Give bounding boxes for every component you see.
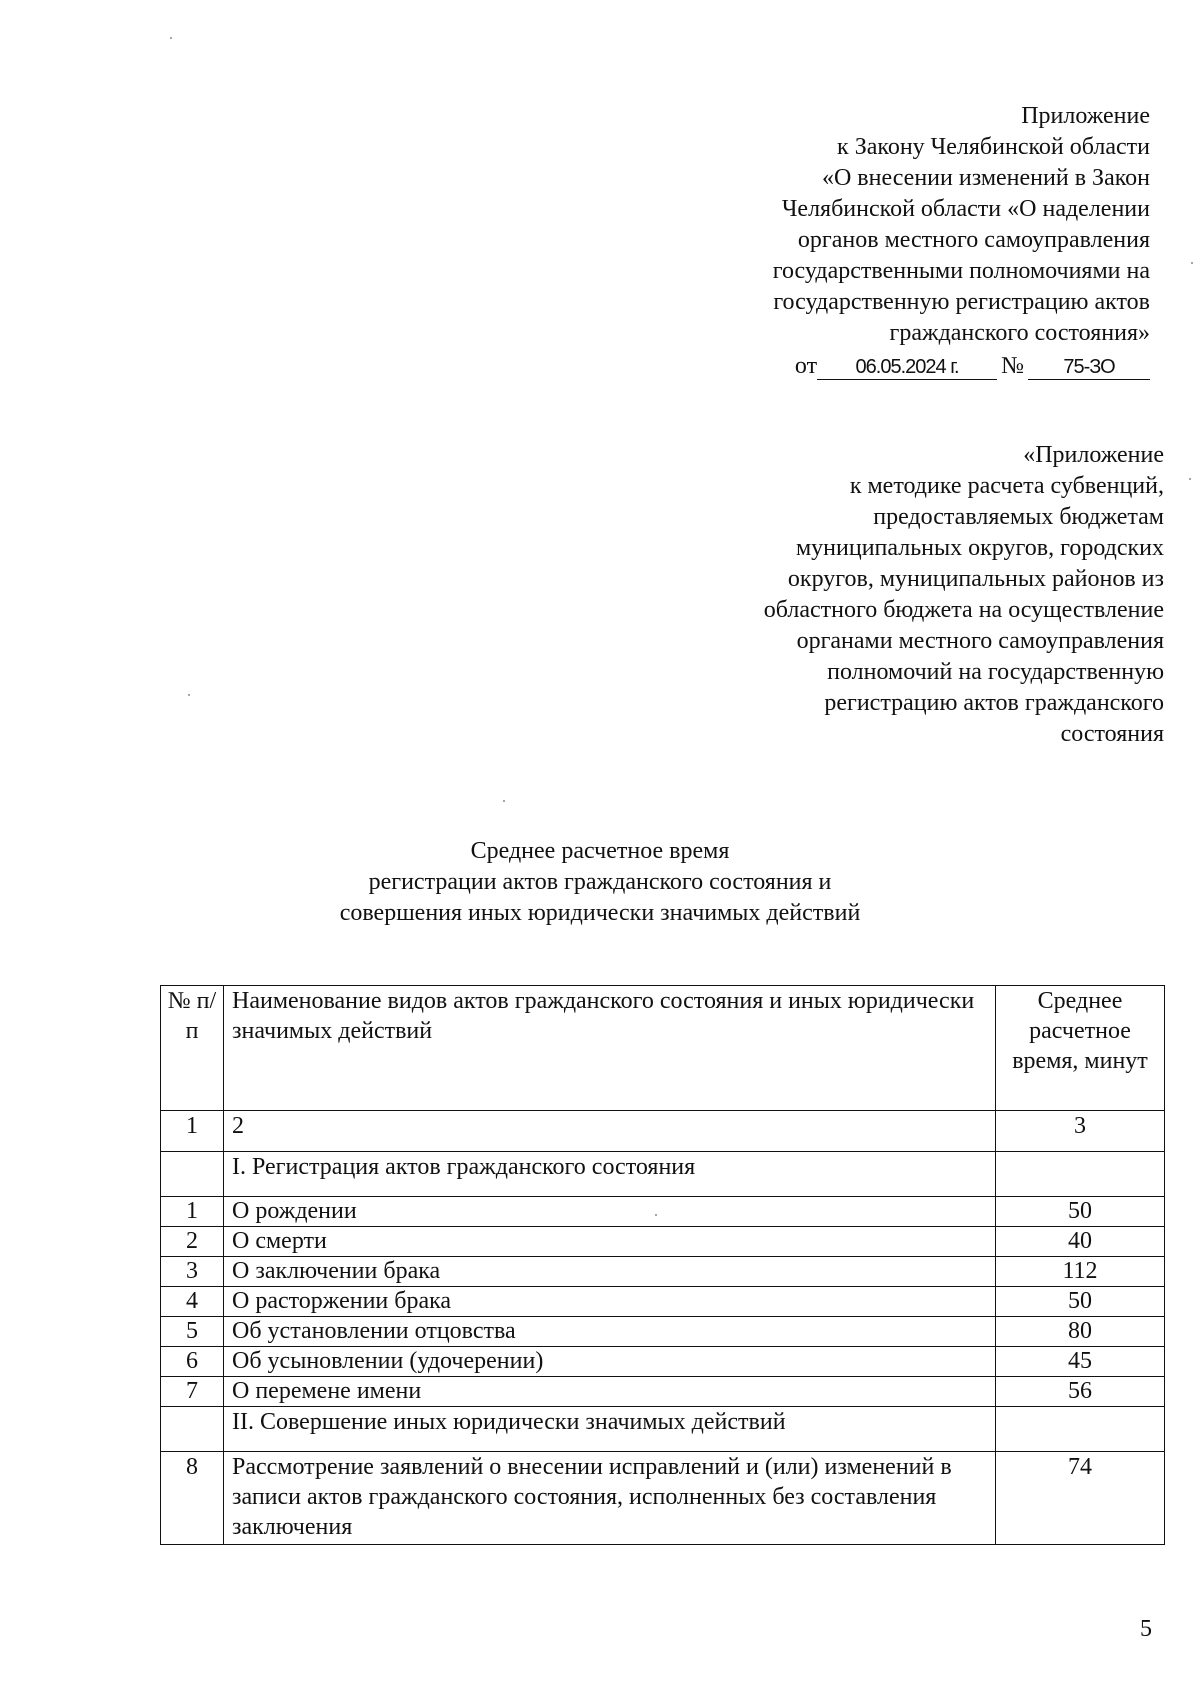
row-name: О рождении xyxy=(224,1197,996,1227)
header-line: к Закону Челябинской области xyxy=(837,134,1150,160)
law-date: 06.05.2024 г. xyxy=(817,355,997,380)
row-number: 7 xyxy=(161,1377,224,1407)
empty-cell xyxy=(996,1152,1165,1197)
row-time: 50 xyxy=(996,1287,1165,1317)
row-name: О смерти xyxy=(224,1227,996,1257)
header-line: государственными полномочиями на xyxy=(772,258,1150,284)
law-appendix-header xyxy=(630,101,1150,382)
row-name: Об усыновлении (удочерении) xyxy=(224,1347,996,1377)
row-time: 50 xyxy=(996,1197,1165,1227)
section-title: I. Регистрация актов гражданского состояния xyxy=(224,1152,996,1197)
title-line: регистрации актов гражданского состояния и xyxy=(368,869,832,895)
row-number: 3 xyxy=(161,1257,224,1287)
title-line: совершения иных юридически значимых действий xyxy=(339,900,861,926)
header-line: к методике расчета субвенций, xyxy=(849,473,1164,499)
header-line: государственную регистрацию актов xyxy=(773,289,1150,315)
title-line: Среднее расчетное время xyxy=(470,838,730,864)
column-number-row xyxy=(161,1111,1165,1152)
header-name-cell: Наименование видов актов гражданского состояния и иных юридически значимых действий xyxy=(224,986,996,1111)
table-row xyxy=(161,1197,1165,1227)
law-number: 75-ЗО xyxy=(1028,355,1150,380)
number-label: № xyxy=(1001,353,1024,379)
section-title: II. Совершение иных юридически значимых действий xyxy=(224,1407,996,1452)
scan-speck xyxy=(1191,262,1193,264)
table-row xyxy=(161,1257,1165,1287)
empty-cell xyxy=(161,1152,224,1197)
table-header-row xyxy=(161,986,1165,1111)
section-row xyxy=(161,1152,1165,1197)
row-number: 2 xyxy=(161,1227,224,1257)
row-time: 56 xyxy=(996,1377,1165,1407)
header-line: «Приложение xyxy=(1023,442,1164,468)
row-time: 80 xyxy=(996,1317,1165,1347)
row-time: 45 xyxy=(996,1347,1165,1377)
header-number-cell: № п/п xyxy=(161,986,224,1111)
empty-cell xyxy=(996,1407,1165,1452)
scan-speck xyxy=(655,1214,657,1216)
header-line: органами местного самоуправления xyxy=(796,628,1164,654)
header-line: «О внесении изменений в Закон xyxy=(821,165,1150,191)
header-line: предоставляемых бюджетам xyxy=(873,504,1164,530)
row-time: 40 xyxy=(996,1227,1165,1257)
scan-speck xyxy=(1189,478,1191,480)
row-name: О заключении брака xyxy=(224,1257,996,1287)
header-line: Челябинской области «О наделении xyxy=(781,196,1150,222)
row-time: 112 xyxy=(996,1257,1165,1287)
row-name: Рассмотрение заявлений о внесении исправлений и (или) изменений в записи актов гражданского состояния, исполненных без составления заключения xyxy=(224,1452,996,1545)
scan-speck xyxy=(188,694,190,696)
header-line: областного бюджета на осуществление xyxy=(763,597,1164,623)
column-number-cell: 2 xyxy=(224,1111,996,1152)
registration-time-table xyxy=(160,985,1165,1545)
scan-speck xyxy=(170,37,172,39)
table-row xyxy=(161,1347,1165,1377)
document-title xyxy=(0,836,1200,929)
empty-cell xyxy=(161,1407,224,1452)
header-line: состояния xyxy=(1060,721,1164,747)
row-number: 4 xyxy=(161,1287,224,1317)
row-number: 1 xyxy=(161,1197,224,1227)
table-row xyxy=(161,1452,1165,1545)
scan-speck xyxy=(503,800,505,802)
table-row xyxy=(161,1377,1165,1407)
row-name: О перемене имени xyxy=(224,1377,996,1407)
row-number: 6 xyxy=(161,1347,224,1377)
header-line: округов, муниципальных районов из xyxy=(787,566,1164,592)
header-line: регистрацию актов гражданского xyxy=(824,690,1164,716)
table-row xyxy=(161,1317,1165,1347)
date-prefix: от xyxy=(794,353,818,379)
row-number: 8 xyxy=(161,1452,224,1545)
column-number-cell: 3 xyxy=(996,1111,1165,1152)
header-line: полномочий на государственную xyxy=(827,659,1164,685)
header-line: гражданского состояния» xyxy=(889,320,1150,346)
row-time: 74 xyxy=(996,1452,1165,1545)
section-row xyxy=(161,1407,1165,1452)
row-name: Об установлении отцовства xyxy=(224,1317,996,1347)
table-row xyxy=(161,1287,1165,1317)
header-line: органов местного самоуправления xyxy=(797,227,1150,253)
row-number: 5 xyxy=(161,1317,224,1347)
table-row xyxy=(161,1227,1165,1257)
header-time-cell: Среднее расчетное время, минут xyxy=(996,986,1165,1111)
header-line: Приложение xyxy=(1021,103,1150,129)
page-number: 5 xyxy=(1140,1616,1152,1642)
header-line: муниципальных округов, городских xyxy=(795,535,1164,561)
row-name: О расторжении брака xyxy=(224,1287,996,1317)
column-number-cell: 1 xyxy=(161,1111,224,1152)
law-reference-line xyxy=(630,351,1150,382)
methodology-appendix-header xyxy=(604,440,1164,750)
